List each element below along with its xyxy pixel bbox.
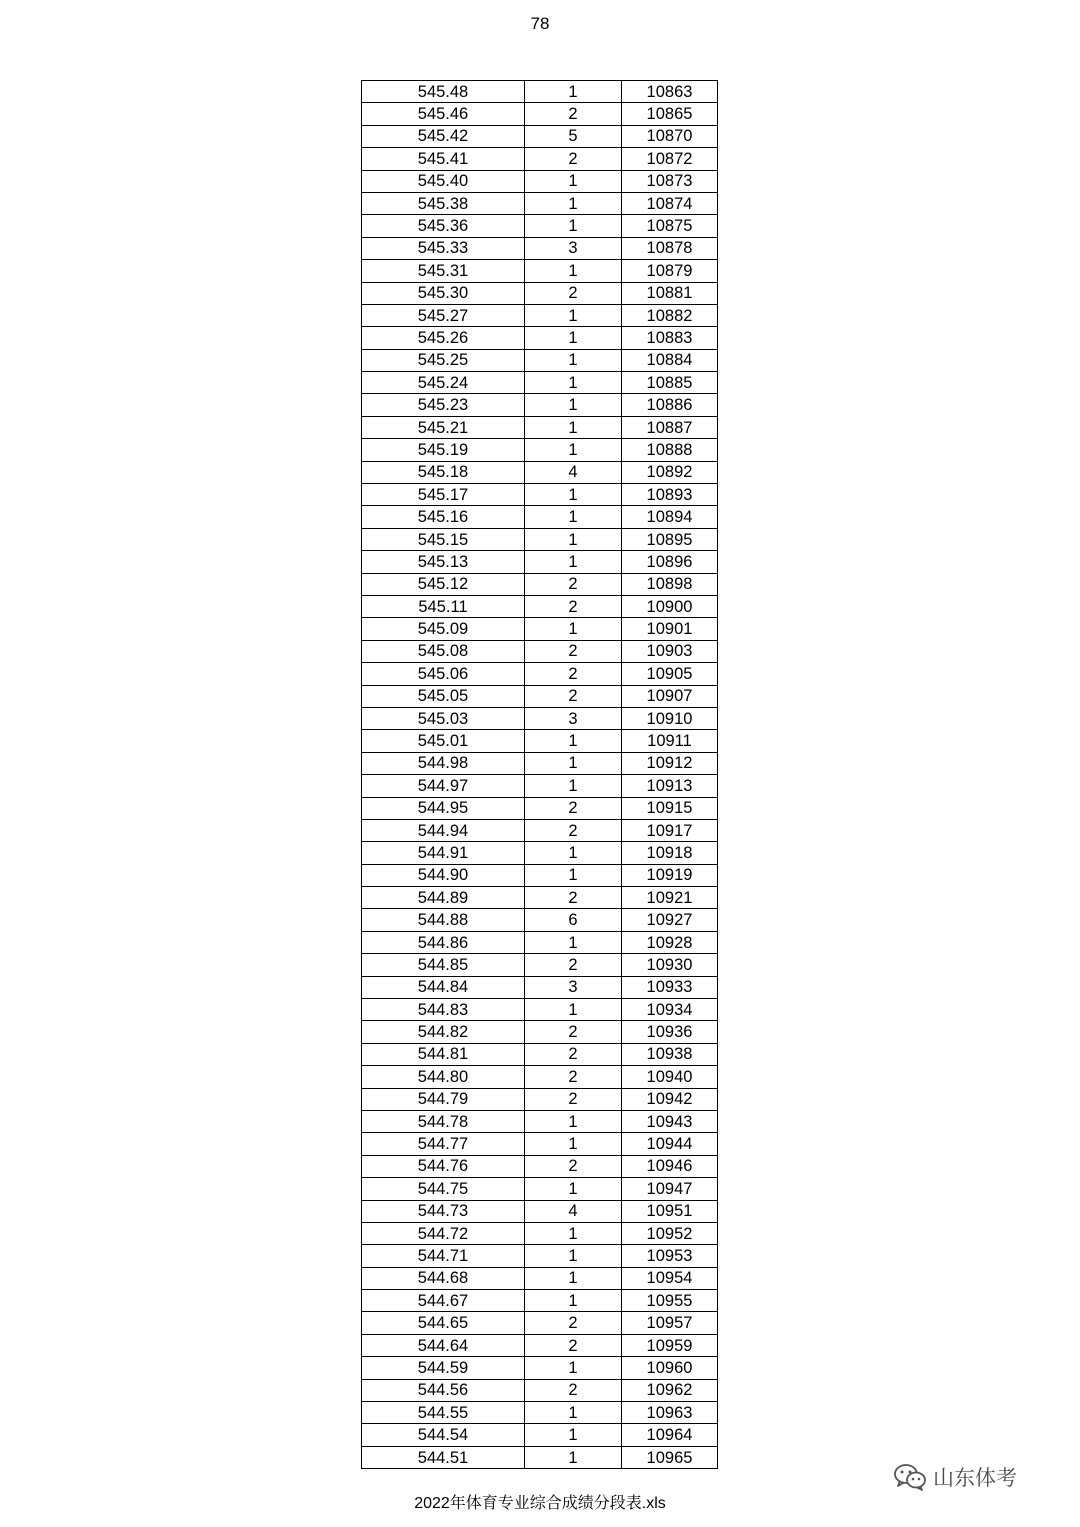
score-cell: 544.98 [362,752,525,774]
count-cell: 1 [525,1178,622,1200]
table-row [362,260,718,282]
score-cell: 545.03 [362,707,525,729]
count-cell: 1 [525,1290,622,1312]
cumulative-cell: 10892 [622,461,718,483]
table-row [362,528,718,550]
cumulative-cell: 10917 [622,819,718,841]
score-cell: 544.76 [362,1155,525,1177]
count-cell: 1 [525,416,622,438]
score-cell: 544.94 [362,819,525,841]
cumulative-cell: 10943 [622,1110,718,1132]
count-cell: 1 [525,215,622,237]
cumulative-cell: 10912 [622,752,718,774]
count-cell: 2 [525,1312,622,1334]
cumulative-cell: 10893 [622,484,718,506]
count-cell: 1 [525,439,622,461]
count-cell: 4 [525,461,622,483]
count-cell: 1 [525,551,622,573]
table-row [362,1424,718,1446]
table-row [362,618,718,640]
cumulative-cell: 10934 [622,999,718,1021]
table-row [362,1043,718,1065]
score-cell: 544.64 [362,1334,525,1356]
count-cell: 2 [525,663,622,685]
count-cell: 2 [525,1043,622,1065]
cumulative-cell: 10942 [622,1088,718,1110]
table-row [362,1379,718,1401]
table-row [362,394,718,416]
count-cell: 2 [525,148,622,170]
score-cell: 544.97 [362,775,525,797]
score-cell: 544.55 [362,1402,525,1424]
cumulative-cell: 10905 [622,663,718,685]
score-cell: 544.78 [362,1110,525,1132]
score-cell: 545.21 [362,416,525,438]
table-row [362,999,718,1021]
cumulative-cell: 10955 [622,1290,718,1312]
score-cell: 545.23 [362,394,525,416]
count-cell: 1 [525,1133,622,1155]
table-row [362,170,718,192]
table-row [362,663,718,685]
table-row [362,1267,718,1289]
score-cell: 545.27 [362,304,525,326]
score-cell: 545.15 [362,528,525,550]
count-cell: 1 [525,81,622,103]
score-cell: 545.01 [362,730,525,752]
count-cell: 1 [525,999,622,1021]
table-row [362,1066,718,1088]
count-cell: 1 [525,1110,622,1132]
score-cell: 545.36 [362,215,525,237]
cumulative-cell: 10930 [622,954,718,976]
score-cell: 544.95 [362,797,525,819]
count-cell: 1 [525,372,622,394]
score-cell: 545.24 [362,372,525,394]
table-row [362,640,718,662]
cumulative-cell: 10901 [622,618,718,640]
cumulative-cell: 10928 [622,931,718,953]
table-row [362,551,718,573]
table-row [362,506,718,528]
table-row [362,1200,718,1222]
cumulative-cell: 10870 [622,125,718,147]
cumulative-cell: 10865 [622,103,718,125]
watermark [893,1462,1017,1492]
table-row [362,237,718,259]
count-cell: 1 [525,506,622,528]
cumulative-cell: 10938 [622,1043,718,1065]
table-row [362,1402,718,1424]
cumulative-cell: 10951 [622,1200,718,1222]
cumulative-cell: 10900 [622,595,718,617]
count-cell: 1 [525,1267,622,1289]
table-row [362,864,718,886]
count-cell: 1 [525,730,622,752]
table-row [362,215,718,237]
score-cell: 544.84 [362,976,525,998]
table-row [362,1155,718,1177]
cumulative-cell: 10913 [622,775,718,797]
count-cell: 2 [525,954,622,976]
count-cell: 1 [525,484,622,506]
count-cell: 1 [525,192,622,214]
count-cell: 2 [525,685,622,707]
cumulative-cell: 10959 [622,1334,718,1356]
score-cell: 545.38 [362,192,525,214]
table-body [362,81,718,1469]
table-row [362,439,718,461]
score-cell: 544.83 [362,999,525,1021]
table-row [362,282,718,304]
count-cell: 1 [525,260,622,282]
cumulative-cell: 10952 [622,1222,718,1244]
score-cell: 544.51 [362,1446,525,1468]
table-row [362,909,718,931]
cumulative-cell: 10883 [622,327,718,349]
count-cell: 1 [525,1222,622,1244]
cumulative-cell: 10907 [622,685,718,707]
table-row [362,1290,718,1312]
count-cell: 2 [525,1021,622,1043]
table-row [362,595,718,617]
watermark-text: 山东体考 [933,1467,1017,1490]
table-row [362,1110,718,1132]
cumulative-cell: 10879 [622,260,718,282]
count-cell: 2 [525,797,622,819]
footer-caption: 2022年体育专业综合成绩分段表.xls [414,1495,666,1512]
score-cell: 545.25 [362,349,525,371]
table-row [362,1334,718,1356]
score-distribution-table [361,80,718,1469]
score-cell: 545.13 [362,551,525,573]
count-cell: 2 [525,573,622,595]
count-cell: 1 [525,775,622,797]
cumulative-cell: 10873 [622,170,718,192]
cumulative-cell: 10963 [622,1402,718,1424]
cumulative-cell: 10887 [622,416,718,438]
count-cell: 2 [525,103,622,125]
score-cell: 545.19 [362,439,525,461]
score-cell: 544.86 [362,931,525,953]
table-row [362,752,718,774]
cumulative-cell: 10944 [622,1133,718,1155]
score-cell: 545.31 [362,260,525,282]
score-cell: 544.71 [362,1245,525,1267]
cumulative-cell: 10960 [622,1357,718,1379]
count-cell: 1 [525,349,622,371]
count-cell: 2 [525,1066,622,1088]
count-cell: 1 [525,1245,622,1267]
score-cell: 544.91 [362,842,525,864]
cumulative-cell: 10965 [622,1446,718,1468]
score-cell: 545.05 [362,685,525,707]
table-row [362,125,718,147]
score-cell: 544.59 [362,1357,525,1379]
cumulative-cell: 10910 [622,707,718,729]
cumulative-cell: 10886 [622,394,718,416]
cumulative-cell: 10874 [622,192,718,214]
table-row [362,954,718,976]
score-cell: 545.16 [362,506,525,528]
cumulative-cell: 10878 [622,237,718,259]
count-cell: 2 [525,887,622,909]
cumulative-cell: 10888 [622,439,718,461]
table-row [362,685,718,707]
table-row [362,1312,718,1334]
count-cell: 3 [525,976,622,998]
count-cell: 1 [525,170,622,192]
table-row [362,81,718,103]
table-row [362,148,718,170]
count-cell: 1 [525,394,622,416]
count-cell: 4 [525,1200,622,1222]
count-cell: 2 [525,819,622,841]
cumulative-cell: 10927 [622,909,718,931]
cumulative-cell: 10940 [622,1066,718,1088]
score-cell: 545.42 [362,125,525,147]
score-cell: 545.06 [362,663,525,685]
count-cell: 1 [525,304,622,326]
cumulative-cell: 10911 [622,730,718,752]
score-cell: 544.77 [362,1133,525,1155]
score-cell: 544.72 [362,1222,525,1244]
cumulative-cell: 10946 [622,1155,718,1177]
table-row [362,1021,718,1043]
cumulative-cell: 10884 [622,349,718,371]
score-cell: 544.85 [362,954,525,976]
table-row [362,707,718,729]
table-row [362,372,718,394]
score-cell: 544.81 [362,1043,525,1065]
score-cell: 545.17 [362,484,525,506]
score-cell: 544.90 [362,864,525,886]
cumulative-cell: 10947 [622,1178,718,1200]
count-cell: 1 [525,1357,622,1379]
cumulative-cell: 10957 [622,1312,718,1334]
table-row [362,730,718,752]
count-cell: 1 [525,931,622,953]
table-row [362,1133,718,1155]
table-row [362,416,718,438]
table-row [362,327,718,349]
table-row [362,484,718,506]
count-cell: 2 [525,640,622,662]
score-cell: 545.33 [362,237,525,259]
score-cell: 544.56 [362,1379,525,1401]
count-cell: 1 [525,528,622,550]
count-cell: 1 [525,1424,622,1446]
count-cell: 3 [525,707,622,729]
cumulative-cell: 10896 [622,551,718,573]
table-row [362,976,718,998]
cumulative-cell: 10898 [622,573,718,595]
count-cell: 1 [525,864,622,886]
cumulative-cell: 10964 [622,1424,718,1446]
count-cell: 1 [525,618,622,640]
cumulative-cell: 10933 [622,976,718,998]
score-cell: 545.30 [362,282,525,304]
score-cell: 545.09 [362,618,525,640]
table-row [362,573,718,595]
score-cell: 544.67 [362,1290,525,1312]
wechat-icon [893,1463,927,1491]
table-row [362,461,718,483]
cumulative-cell: 10881 [622,282,718,304]
table-row [362,931,718,953]
score-cell: 544.89 [362,887,525,909]
cumulative-cell: 10954 [622,1267,718,1289]
score-cell: 544.82 [362,1021,525,1043]
cumulative-cell: 10915 [622,797,718,819]
table-row [362,842,718,864]
cumulative-cell: 10953 [622,1245,718,1267]
cumulative-cell: 10872 [622,148,718,170]
cumulative-cell: 10882 [622,304,718,326]
table-row [362,349,718,371]
score-cell: 544.79 [362,1088,525,1110]
table-row [362,1446,718,1468]
score-cell: 545.08 [362,640,525,662]
table-row [362,1245,718,1267]
score-cell: 545.26 [362,327,525,349]
count-cell: 1 [525,1402,622,1424]
score-cell: 544.75 [362,1178,525,1200]
cumulative-cell: 10885 [622,372,718,394]
score-cell: 544.65 [362,1312,525,1334]
count-cell: 2 [525,282,622,304]
cumulative-cell: 10962 [622,1379,718,1401]
count-cell: 2 [525,595,622,617]
score-cell: 544.54 [362,1424,525,1446]
cumulative-cell: 10903 [622,640,718,662]
table-row [362,887,718,909]
score-cell: 545.11 [362,595,525,617]
table-row [362,797,718,819]
cumulative-cell: 10895 [622,528,718,550]
count-cell: 1 [525,752,622,774]
score-cell: 544.80 [362,1066,525,1088]
cumulative-cell: 10921 [622,887,718,909]
table-row [362,775,718,797]
cumulative-cell: 10863 [622,81,718,103]
cumulative-cell: 10936 [622,1021,718,1043]
table-row [362,819,718,841]
score-cell: 545.48 [362,81,525,103]
count-cell: 6 [525,909,622,931]
count-cell: 3 [525,237,622,259]
table-row [362,1088,718,1110]
page-number: 78 [530,14,550,33]
count-cell: 1 [525,842,622,864]
table-row [362,103,718,125]
score-cell: 545.41 [362,148,525,170]
table-row [362,192,718,214]
table-row [362,1178,718,1200]
count-cell: 5 [525,125,622,147]
count-cell: 2 [525,1379,622,1401]
cumulative-cell: 10918 [622,842,718,864]
count-cell: 1 [525,327,622,349]
count-cell: 2 [525,1088,622,1110]
score-cell: 544.73 [362,1200,525,1222]
count-cell: 2 [525,1155,622,1177]
count-cell: 2 [525,1334,622,1356]
score-cell: 545.40 [362,170,525,192]
cumulative-cell: 10919 [622,864,718,886]
score-cell: 545.46 [362,103,525,125]
cumulative-cell: 10875 [622,215,718,237]
count-cell: 1 [525,1446,622,1468]
table-row [362,1357,718,1379]
table-row [362,304,718,326]
score-cell: 544.68 [362,1267,525,1289]
table-row [362,1222,718,1244]
cumulative-cell: 10894 [622,506,718,528]
score-cell: 545.12 [362,573,525,595]
score-cell: 545.18 [362,461,525,483]
score-cell: 544.88 [362,909,525,931]
